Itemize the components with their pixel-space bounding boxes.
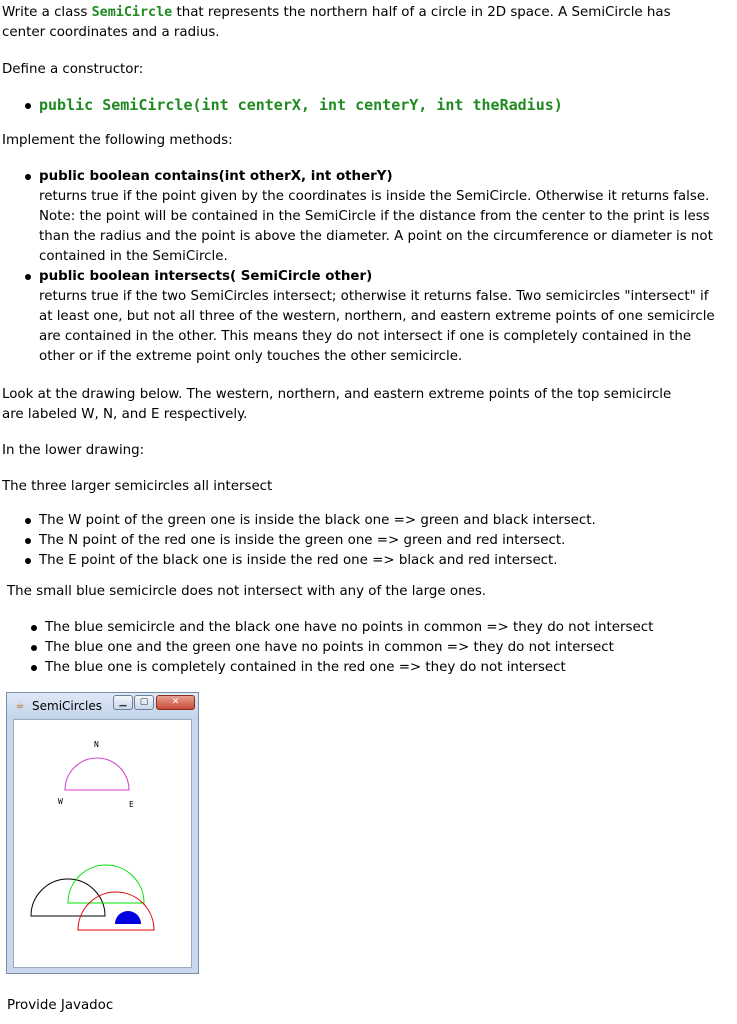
close-button[interactable]: ✕ [156,695,195,710]
method-description: returns true if the two SemiCircles intersect; otherwise it returns false. Two semicircles "intersect" if at least one, but not all three of the western, northern, and eastern extreme points of one semicircle are contained in the other. This means they do not intersect if one is completely contained in the other or if the extreme point only touches the other semicircle. [39,289,715,364]
list-item: The blue semicircle and the black one have no points in common => they do not intersect [0,618,653,638]
large-heading: The three larger semicircles all intersect [2,479,273,494]
red-semicircle [78,892,154,930]
footer-text: Provide Javadoc [7,998,114,1013]
constructor-item [0,95,563,115]
intro-post: that represents the northern half of a circle in 2D space. A SemiCircle has [172,5,671,20]
java-icon: ☕ [15,700,25,711]
top-semicircle [65,758,129,790]
constructor-heading: Define a constructor: [2,62,144,77]
method-item-intersects [0,267,719,367]
list-item: The E point of the black one is inside the red one => black and red intersect. [0,551,596,571]
maximize-button[interactable]: ▢ [134,695,154,710]
list-item: The N point of the red one is inside the green one => green and red intersect. [0,531,596,551]
method-description: returns true if the point given by the coordinates is inside the SemiCircle. Otherwise it returns false. Note: the point will be contained in the SemiCircle if the distance from the center to the print is less than the radius and the point is above the diameter. A point on the circumference or diameter is not contained in the SemiCircle. [39,189,713,264]
intro-paragraph [2,3,730,43]
semicircles-window [6,692,199,974]
label-e: E [129,800,134,809]
list-item: The blue one is completely contained in the red one => they do not intersect [0,658,653,678]
semicircles-drawing [14,720,193,969]
methods-list [0,167,719,367]
method-signature: public boolean intersects( SemiCircle other) [39,269,373,284]
label-n: N [94,740,99,749]
lower-heading: In the lower drawing: [2,443,145,458]
window-title: SemiCircles [32,699,102,713]
methods-heading: Implement the following methods: [2,133,233,148]
drawing-intro-line2: are labeled W, N, and E respectively. [2,407,248,422]
drawing-intro [2,385,730,425]
window-title-bar[interactable] [7,693,198,719]
small-heading: The small blue semicircle does not intersect with any of the large ones. [7,584,487,599]
constructor-list [0,95,563,115]
constructor-signature: public SemiCircle(int centerX, int centerY, int theRadius) [39,96,563,114]
minimize-button[interactable]: ▁ [113,695,133,710]
intro-line2: center coordinates and a radius. [2,25,220,40]
drawing-intro-line1: Look at the drawing below. The western, northern, and eastern extreme points of the top semicircle [2,387,672,402]
method-signature: public boolean contains(int otherX, int otherY) [39,169,393,184]
blue-semicircle [115,911,141,924]
class-name: SemiCircle [91,5,173,20]
intro-pre: Write a class [2,5,92,20]
large-bullets [0,511,596,571]
green-semicircle [68,865,144,903]
list-item: The blue one and the green one have no points in common => they do not intersect [0,638,653,658]
method-item-contains [0,167,719,267]
list-item: The W point of the green one is inside the black one => green and black intersect. [0,511,596,531]
small-bullets [0,618,653,678]
label-w: W [58,797,63,806]
drawing-canvas [13,719,192,968]
